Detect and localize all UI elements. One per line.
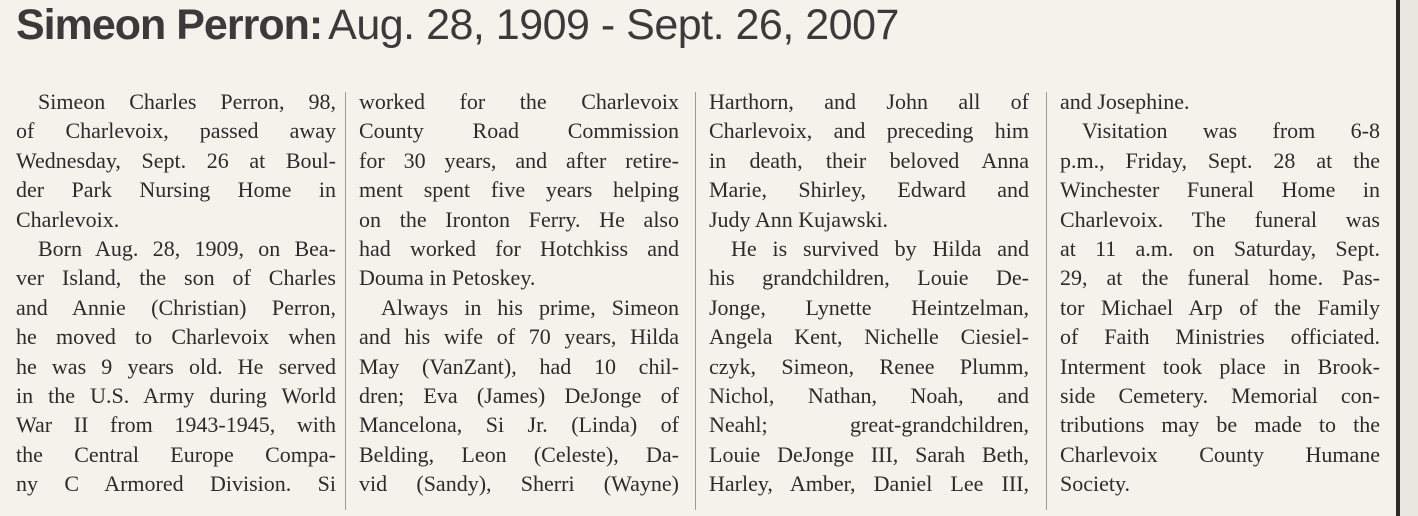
headline-dates: Aug. 28, 1909 - Sept. 26, 2007	[328, 1, 899, 49]
text-line: Visitation was from 6-8	[1082, 118, 1380, 144]
text-line: he was 9 years old. He served	[16, 353, 336, 379]
text-line: in the U.S. Army during World	[16, 382, 336, 408]
text-line: Marie, Shirley, Edward and	[709, 177, 1029, 203]
page-margin	[1400, 0, 1418, 516]
obituary-headline	[16, 1, 899, 49]
text-line: in death, their beloved Anna	[709, 147, 1029, 173]
text-line: Harley, Amber, Daniel Lee III,	[709, 471, 1029, 497]
text-line: Charlevoix County Humane	[1060, 441, 1380, 467]
text-line: Interment took place in Brook-	[1060, 353, 1380, 379]
text-line: ver Island, the son of Charles	[16, 265, 336, 291]
text-line: had worked for Hotchkiss and	[359, 235, 679, 261]
text-line: War II from 1943-1945, with	[16, 412, 336, 438]
text-line: Born Aug. 28, 1909, on Bea-	[38, 235, 336, 261]
text-line: his grandchildren, Louie De-	[709, 265, 1029, 291]
text-line: Harthorn, and John all of	[709, 89, 1029, 114]
text-line: at 11 a.m. on Saturday, Sept.	[1060, 235, 1380, 261]
headline-name: Simeon Perron:	[16, 1, 323, 49]
text-line: the Central Europe Compa-	[16, 441, 336, 467]
text-line: Angela Kent, Nichelle Ciesiel-	[709, 324, 1029, 350]
text-line: Louie DeJonge III, Sarah Beth,	[709, 441, 1029, 467]
text-line: Neahl; great-grandchildren,	[709, 412, 1029, 438]
text-line: Belding, Leon (Celeste), Da-	[359, 441, 679, 467]
text-line: for 30 years, and after retire-	[359, 147, 679, 173]
text-line: and his wife of 70 years, Hilda	[359, 324, 679, 350]
text-line: worked for the Charlevoix	[359, 89, 679, 114]
column-divider	[695, 92, 696, 510]
text-line: tributions may be made to the	[1060, 412, 1380, 438]
text-line: ment spent five years helping	[359, 177, 679, 203]
text-line: dren; Eva (James) DeJonge of	[359, 382, 679, 408]
text-line: Winchester Funeral Home in	[1060, 177, 1380, 203]
text-line: Judy Ann Kujawski.	[709, 206, 889, 232]
text-line: and Annie (Christian) Perron,	[16, 294, 336, 320]
text-line: Jonge, Lynette Heintzelman,	[709, 294, 1029, 320]
text-line: Simeon Charles Perron, 98,	[38, 89, 336, 114]
obituary-column-1	[16, 87, 336, 498]
text-line: Mancelona, Si Jr. (Linda) of	[359, 412, 679, 438]
text-line: side Cemetery. Memorial con-	[1060, 382, 1380, 408]
text-line: Charlevoix.	[16, 206, 120, 232]
obituary-column-3	[709, 87, 1029, 498]
text-line: Society.	[1060, 471, 1131, 497]
text-line: He is survived by Hilda and	[731, 235, 1029, 261]
text-line: der Park Nursing Home in	[16, 177, 336, 203]
text-line: Always in his prime, Simeon	[381, 294, 679, 320]
text-line: tor Michael Arp of the Family	[1060, 294, 1380, 320]
text-line: p.m., Friday, Sept. 28 at the	[1060, 147, 1380, 173]
column-divider	[345, 92, 346, 510]
text-line: Charlevoix, and preceding him	[709, 118, 1029, 144]
obituary-column-4	[1060, 87, 1380, 498]
text-line: czyk, Simeon, Renee Plumm,	[709, 353, 1029, 379]
text-line: ny C Armored Division. Si	[16, 471, 336, 497]
text-line: Douma in Petoskey.	[359, 265, 536, 291]
obituary-column-2	[359, 87, 679, 498]
text-line: Wednesday, Sept. 26 at Boul-	[16, 147, 336, 173]
text-line: County Road Commission	[359, 118, 679, 144]
text-line: of Charlevoix, passed away	[16, 118, 336, 144]
text-line: Nichol, Nathan, Noah, and	[709, 382, 1029, 408]
text-line: he moved to Charlevoix when	[16, 324, 336, 350]
text-line: Charlevoix. The funeral was	[1060, 206, 1380, 232]
text-line: on the Ironton Ferry. He also	[359, 206, 679, 232]
text-line: May (VanZant), had 10 chil-	[359, 353, 679, 379]
text-line: of Faith Ministries officiated.	[1060, 324, 1380, 350]
text-line: and Josephine.	[1060, 89, 1190, 114]
text-line: 29, at the funeral home. Pas-	[1060, 265, 1380, 291]
text-line: vid (Sandy), Sherri (Wayne)	[359, 471, 679, 497]
column-divider	[1046, 92, 1047, 510]
